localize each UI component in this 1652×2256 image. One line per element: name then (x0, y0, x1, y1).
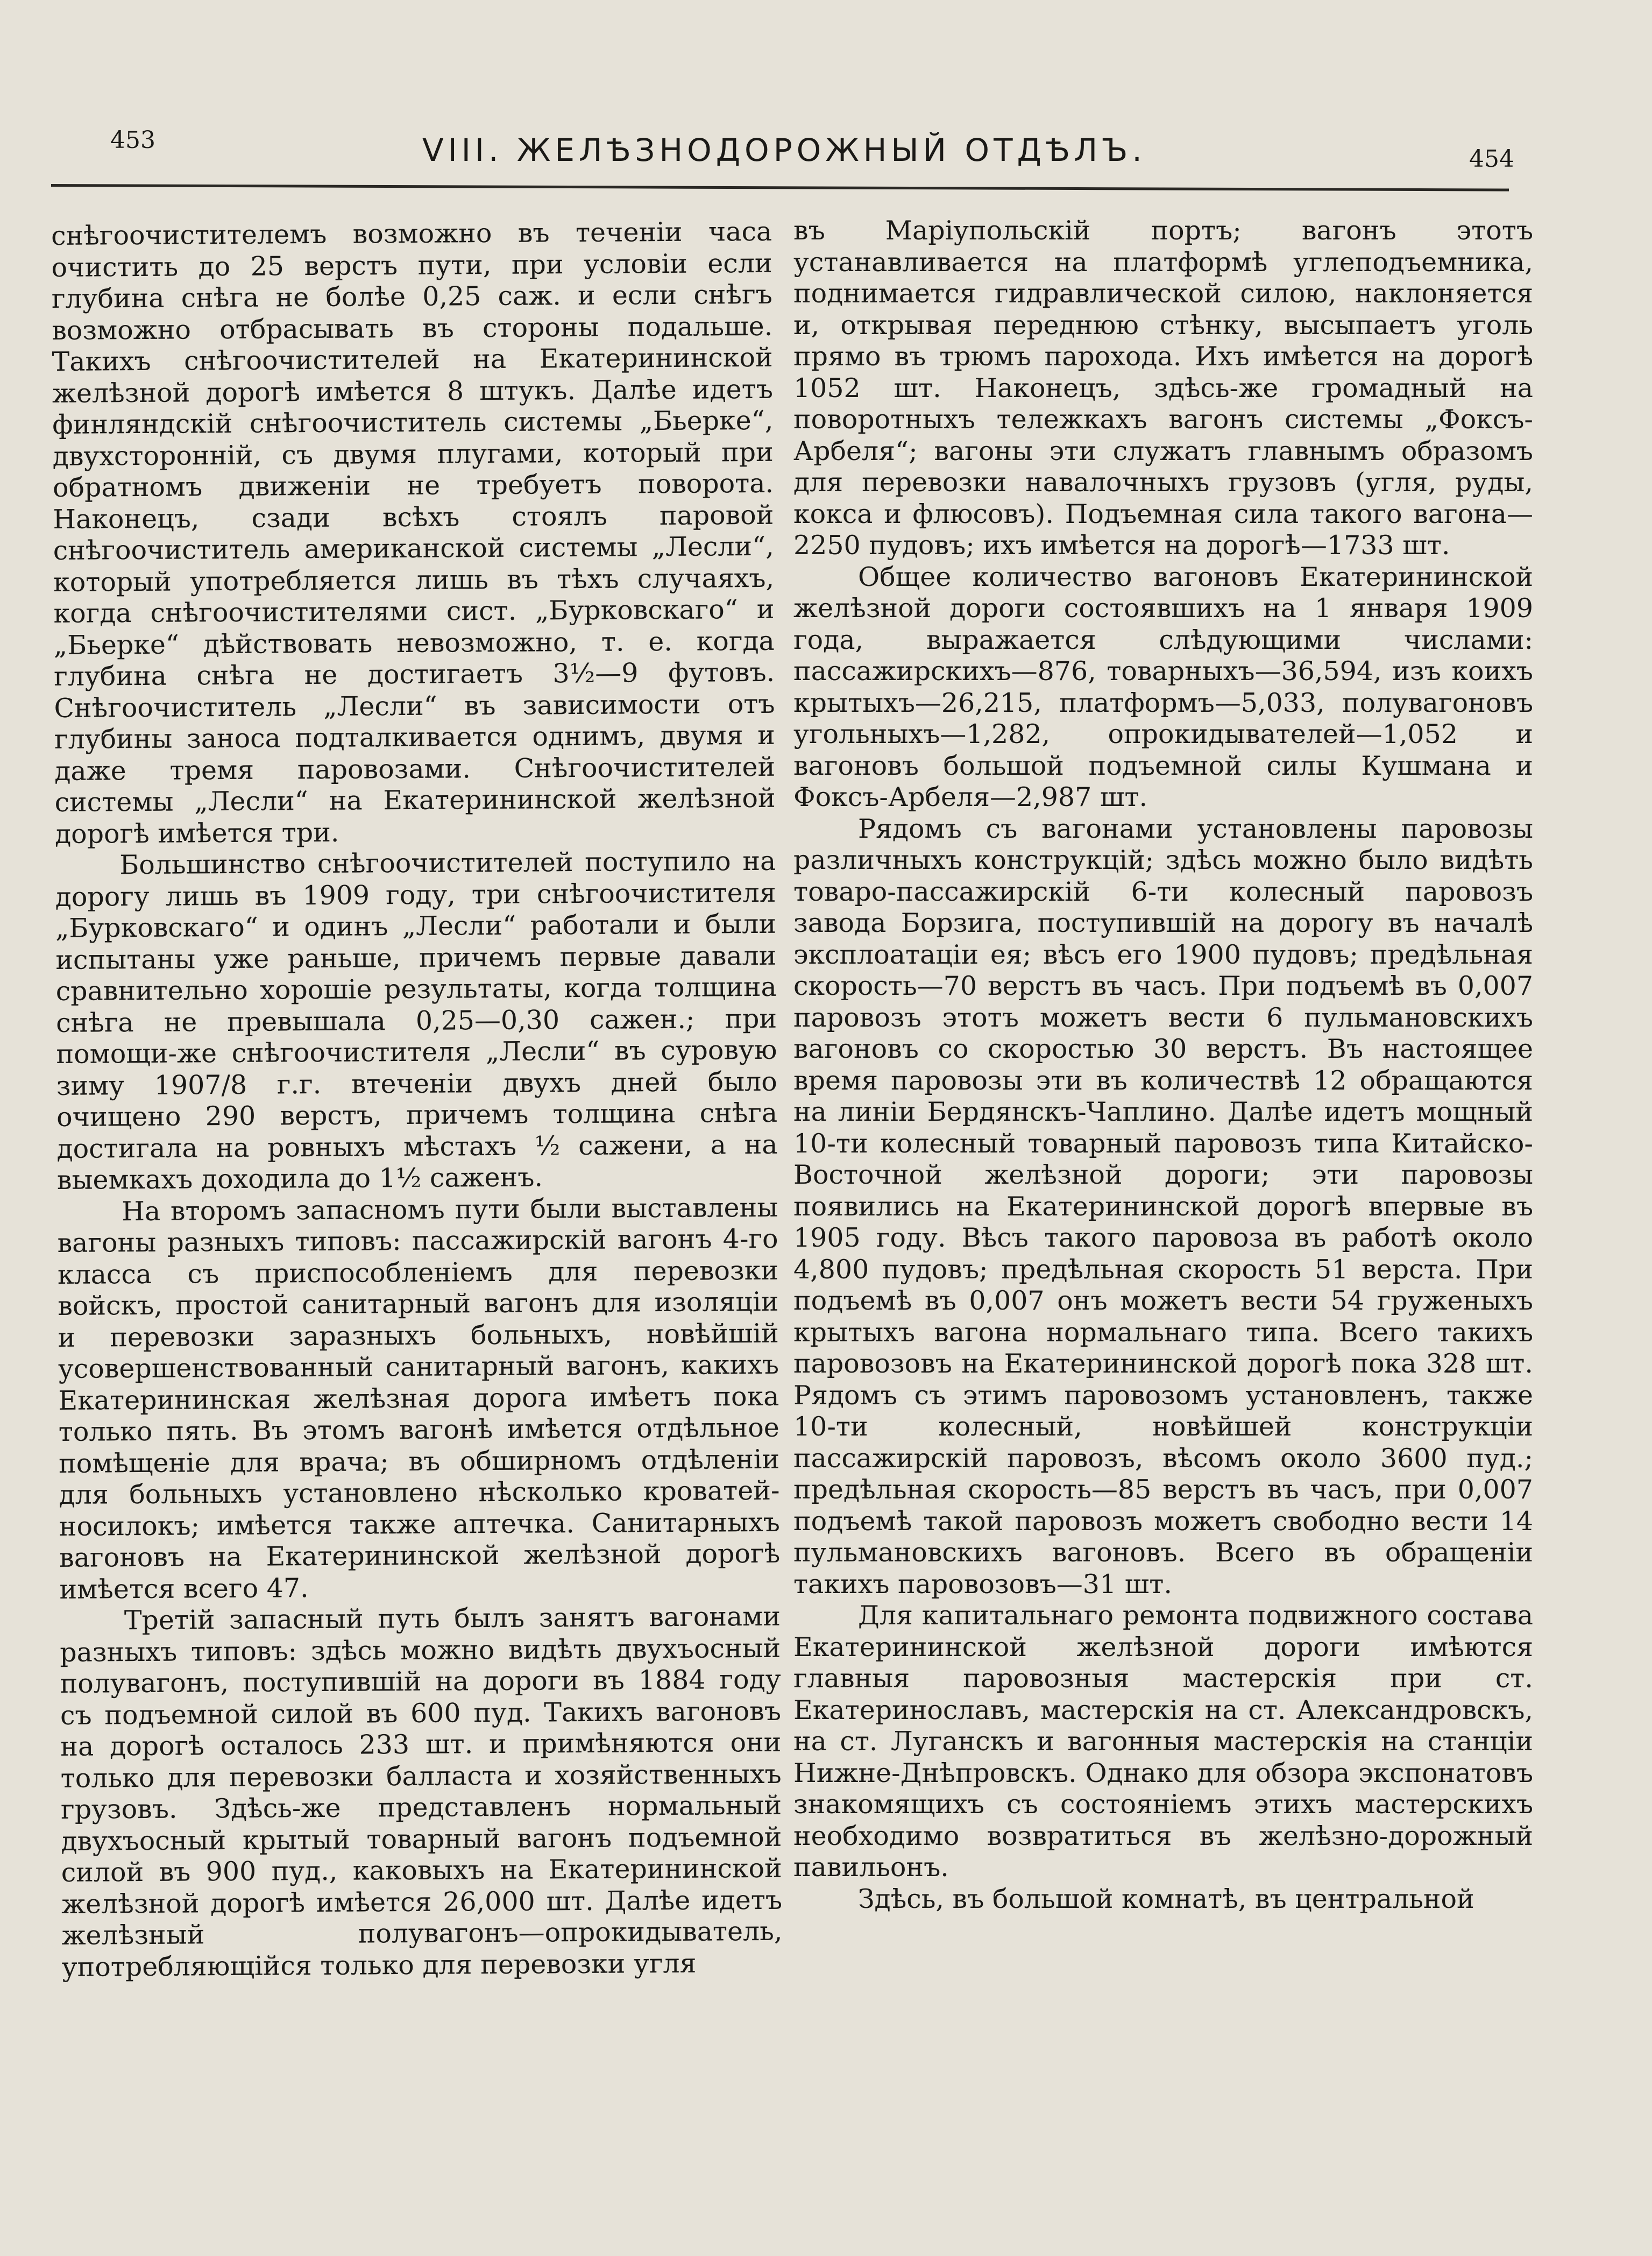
section-title: VIII. ЖЕЛѢЗНОДОРОЖНЫЙ ОТДѢЛЪ. (422, 132, 1146, 168)
paragraph: Большинство снѣгоочистителей поступило на дорогу лишь въ 1909 году, три снѣгоочистителя „Бурковскаго“ и одинъ „Лесли“ работали и были испытаны уже раньше, причемъ первые давали сравнительно хорошіе результаты, когда толщина снѣга не превышала 0,25—0,30 сажен.; при помощи-же снѣгоочистителя „Лесли“ въ суровую зиму 1907/8 г.г. втеченіи двухъ дней было очищено 290 верстъ, причемъ толщина снѣга достигала на ровныхъ мѣстахъ ½ сажени, а на выемкахъ доходила до 1½ саженъ. (55, 845, 778, 1196)
page-number-right: 454 (1469, 145, 1514, 173)
right-column (793, 215, 1533, 1915)
paragraph: въ Маріупольскій портъ; вагонъ этотъ устанавливается на платформѣ углеподъемника, поднимается гидравлической силою, наклоняется и, открывая переднюю стѣнку, высыпаетъ уголь прямо въ трюмъ парохода. Ихъ имѣется на дорогѣ 1052 шт. Наконецъ, здѣсь-же громадный на поворотныхъ тележкахъ вагонъ системы „Фоксъ-Арбеля“; вагоны эти служатъ главнымъ образомъ для перевозки навалочныхъ грузовъ (угля, руды, кокса и флюсовъ). Подъемная сила такого вагона—2250 пудовъ; ихъ имѣется на дорогѣ—1733 шт. (793, 215, 1533, 561)
paragraph: Общее количество вагоновъ Екатерининской желѣзной дороги состоявшихъ на 1 января 1909 года, выражается слѣдующими числами: пассажирскихъ—876, товарныхъ—36,594, изъ коихъ крытыхъ—26,215, платформъ—5,033, полувагоновъ угольныхъ—1,282, опрокидывателей—1,052 и вагоновъ большой подъемной силы Кушмана и Фоксъ-Арбеля—2,987 шт. (793, 561, 1533, 812)
paragraph: Рядомъ съ вагонами установлены паровозы различныхъ конструкцій; здѣсь можно было видѣть товаро-пассажирскій 6-ти колесный паровозъ завода Борзига, поступившій на дорогу въ началѣ эксплоатаціи ея; вѣсъ его 1900 пудовъ; предѣльная скорость—70 верстъ въ часъ. При подъемѣ въ 0,007 паровозъ этотъ можетъ вести 6 пульмановскихъ вагоновъ со скоростью 30 верстъ. Въ настоящее время паровозы эти въ количествѣ 12 обращаются на линіи Бердянскъ-Чаплино. Далѣе идетъ мощный 10-ти колесный товарный паровозъ типа Китайско-Восточной желѣзной дороги; эти паровозы появились на Екатерининской дорогѣ впервые въ 1905 году. Вѣсъ такого паровоза въ работѣ около 4,800 пудовъ; предѣльная скорость 51 верста. При подъемѣ въ 0,007 онъ можетъ вести 54 груженыхъ крытыхъ вагона нормальнаго типа. Всего такихъ паровозовъ на Екатерининской дорогѣ пока 328 шт. Рядомъ съ этимъ паровозомъ установленъ, также 10-ти колесный, новѣйшей конструкціи пассажирскій паровозъ, вѣсомъ около 3600 пуд.; предѣльная скорость—85 верстъ въ часъ, при 0,007 подъемѣ такой паровозъ можетъ свободно вести 14 пульмановскихъ вагоновъ. Всего въ обращеніи такихъ паровозовъ—31 шт. (793, 813, 1533, 1600)
paragraph: Для капитальнаго ремонта подвижного состава Екатерининской желѣзной дороги имѣются главныя паровозныя мастерскія при ст. Екатеринославъ, мастерскія на ст. Александровскъ, на ст. Луганскъ и вагонныя мастерскія на станціи Нижне-Днѣпровскъ. Однако для обзора экспонатовъ знакомящихъ съ состояніемъ этихъ мастерскихъ необходимо возвратиться въ желѣзно-дорожный павильонъ. (793, 1600, 1533, 1883)
paragraph: На второмъ запасномъ пути были выставлены вагоны разныхъ типовъ: пассажирскій вагонъ 4-го класса съ приспособленіемъ для перевозки войскъ, простой санитарный вагонъ для изоляціи и перевозки заразныхъ больныхъ, новѣйшій усовершенствованный санитарный вагонъ, какихъ Екатерининская желѣзная дорога имѣетъ пока только пять. Въ этомъ вагонѣ имѣется отдѣльное помѣщеніе для врача; въ обширномъ отдѣленіи для больныхъ установлено нѣсколько кроватей-носилокъ; имѣется также аптечка. Санитарныхъ вагоновъ на Екатерининской желѣзной дорогѣ имѣется всего 47. (57, 1192, 781, 1605)
left-column (51, 216, 783, 1983)
page-header (51, 118, 1514, 188)
paragraph: Здѣсь, въ большой комнатѣ, въ центральной (858, 1883, 1474, 1914)
paragraph: Третій запасный путь былъ занятъ вагонами разныхъ типовъ: здѣсь можно видѣть двухъосный полувагонъ, поступившій на дороги въ 1884 году съ подъемной силой въ 600 пуд. Такихъ вагоновъ на дорогѣ осталось 233 шт. и примѣняются они только для перевозки балласта и хозяйственныхъ грузовъ. Здѣсь-же представленъ нормальный двухъосный крытый товарный вагонъ подъемной силой въ 900 пуд., каковыхъ на Екатерининской желѣзной дорогѣ имѣется 26,000 шт. Далѣе идетъ желѣзный полувагонъ—опрокидыватель, употребляющійся только для перевозки угля (60, 1601, 783, 1983)
paragraph: снѣгоочистителемъ возможно въ теченіи часа очистить до 25 верстъ пути, при условіи если глубина снѣга не болѣе 0,25 саж. и если снѣгъ возможно отбрасывать въ стороны подальше. Такихъ снѣгоочистителей на Екатерининской желѣзной дорогѣ имѣется 8 штукъ. Далѣе идетъ финляндскій снѣгоочиститель системы „Бьерке“, двухсторонній, съ двумя плугами, который при обратномъ движеніи не требуетъ поворота. Наконецъ, сзади всѣхъ стоялъ паровой снѣгоочиститель американской системы „Лесли“, который употребляется лишь въ тѣхъ случаяхъ, когда снѣгоочистителями сист. „Бурковскаго“ и „Бьерке“ дѣйствовать невозможно, т. е. когда глубина снѣга не достигаетъ 3½—9 футовъ. Снѣгоочиститель „Лесли“ въ зависимости отъ глубины заноса подталкивается однимъ, двумя и даже тремя паровозами. Снѣгоочистителей системы „Лесли“ на Екатерининской желѣзной дорогѣ имѣется три. (51, 216, 776, 850)
page-number-left: 453 (110, 126, 155, 154)
